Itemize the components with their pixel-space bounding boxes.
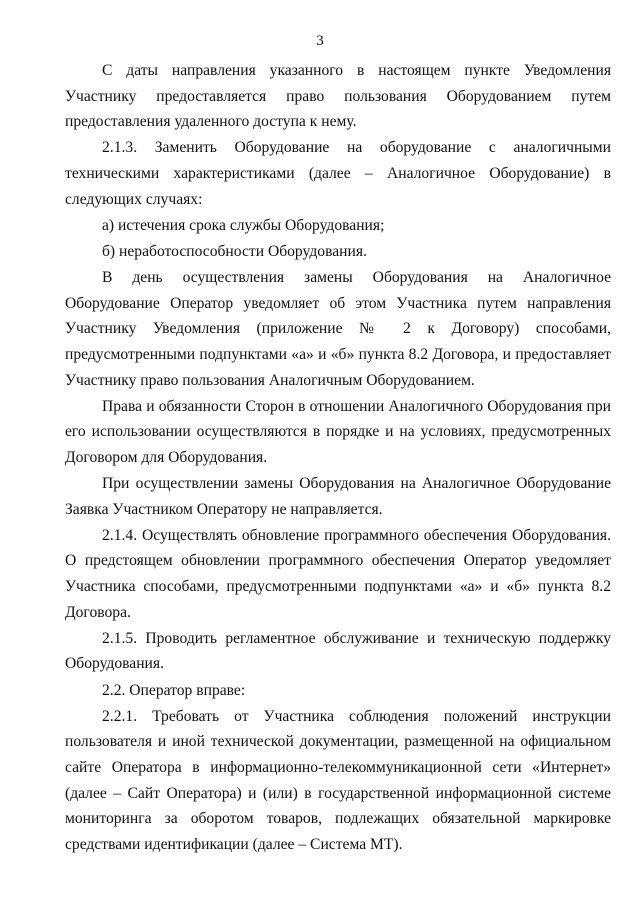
paragraph-2-1-4: 2.1.4. Осуществлять обновление программного обеспечения Оборудования. О предстоящем обновлении программного обеспечения Оператор уведомляет Участника способами, предусмотренными подпунктами «а» и «б» пункта 8.2 Договора. — [65, 526, 611, 621]
paragraph-2-2-1: 2.2.1. Требовать от Участника соблюдения положений инструкции пользователя и иной технической документации, размещенной на официальном сайте Оператора в информационно-телекоммуникационной сети «Интернет» (далее – Сайт Оператора) и (или) в государственной информационной системе мониторинга за оборотом товаров, подлежащих обязательной маркировке средствами идентификации (далее – Система МТ). — [65, 707, 611, 853]
page-number: 3 — [316, 33, 324, 49]
paragraph-2-2: 2.2. Оператор вправе: — [102, 681, 246, 699]
document-body — [65, 58, 611, 857]
paragraph-replacement-notice: В день осуществления замены Оборудования на Аналогичное Оборудование Оператор уведомляет об этом Участника путем направления Участнику Уведомления (приложение № 2 к Договору) способами, предусмотренными подпунктами «а» и «б» пункта 8.2 Договора, и предоставляет Участнику право пользования Аналогичным Оборудованием. — [65, 269, 611, 389]
paragraph-rights-obligations: Права и обязанности Сторон в отношении Аналогичного Оборудования при его использовании осуществляются в порядке и на условиях, предусмотренных Договором для Оборудования. — [65, 397, 611, 466]
paragraph-item-a: а) истечения срока службы Оборудования; — [102, 216, 385, 234]
paragraph-2-1-3: 2.1.3. Заменить Оборудование на оборудование с аналогичными техническими характеристиками (далее – Аналогичное Оборудование) в следующих случаях: — [65, 139, 611, 208]
paragraph-remote-access: С даты направления указанного в настоящем пункте Уведомления Участнику предоставляется право пользования Оборудованием путем предоставления удаленного доступа к нему. — [65, 62, 611, 131]
paragraph-no-request: При осуществлении замены Оборудования на Аналогичное Оборудование Заявка Участником Оператору не направляется. — [65, 475, 611, 518]
paragraph-2-1-5: 2.1.5. Проводить регламентное обслуживание и техническую поддержку Оборудования. — [65, 629, 611, 673]
paragraph-item-b: б) неработоспособности Оборудования. — [102, 242, 367, 260]
